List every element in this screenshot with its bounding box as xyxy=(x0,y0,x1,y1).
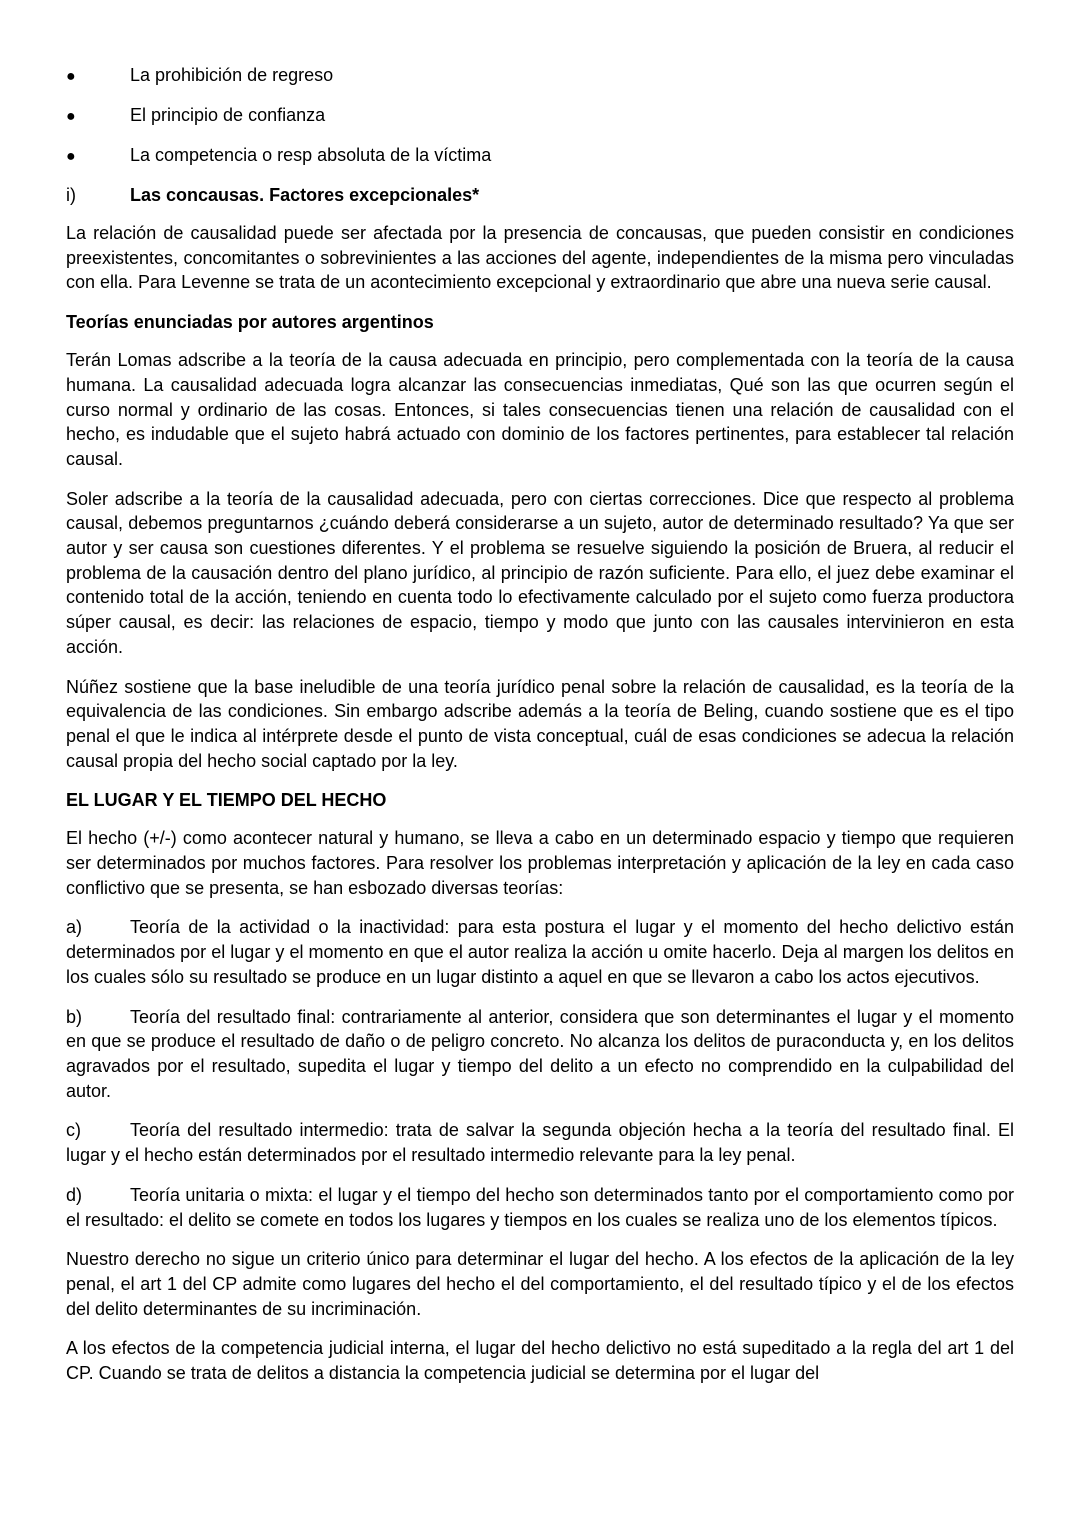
heading-lugar-tiempo: EL LUGAR Y EL TIEMPO DEL HECHO xyxy=(66,790,387,811)
bullet-icon: ● xyxy=(66,108,76,125)
bullet-text: El principio de confianza xyxy=(130,105,326,125)
bullet-item xyxy=(66,103,1014,143)
section-heading-concausas xyxy=(66,183,1014,213)
theory-letter: b) xyxy=(66,1006,83,1027)
section-marker: i) xyxy=(66,185,76,205)
bullet-text: La competencia o resp absoluta de la víctima xyxy=(130,145,492,165)
paragraph-concausas: La relación de causalidad puede ser afectada por la presencia de concausas, que pueden consistir en condiciones preexistentes, concomitantes o sobrevinientes a las acciones del agente, independientes de la misma pero vinculadas con ella. Para Levenne se trata de un acontecimiento excepcional y extraordinario que abre una nueva serie causal. xyxy=(66,223,1014,293)
heading-teorias-argentinas: Teorías enunciadas por autores argentinos xyxy=(66,312,434,333)
bullet-item xyxy=(66,63,1014,103)
paragraph-competencia-judicial: A los efectos de la competencia judicial interna, el lugar del hecho delictivo no está supeditado a la regla del art 1 del CP. Cuando se trata de delitos a distancia la competencia judicial se determina por el lugar del xyxy=(66,1338,1014,1384)
paragraph-nuestro-derecho: Nuestro derecho no sigue un criterio único para determinar el lugar del hecho. A los efectos de la aplicación de la ley penal, el art 1 del CP admite como lugares del hecho el del comportamiento, el del resultado típico y el de los efectos del delito determinantes de su incriminación. xyxy=(66,1249,1014,1319)
theory-letter: c) xyxy=(66,1120,81,1141)
theory-item-c xyxy=(66,1118,1014,1167)
paragraph-lugar-intro: El hecho (+/-) como acontecer natural y humano, se lleva a cabo en un determinado espacio y tiempo que requieren ser determinados por muchos factores. Para resolver los problemas interpretación y aplicación de la ley en cada caso conflictivo que se presenta, se han esbozado diversas teorías: xyxy=(66,828,1014,898)
theory-item-b xyxy=(66,1005,1014,1104)
theory-text: Teoría del resultado intermedio: trata de salvar la segunda objeción hecha a la teoría del resultado final. El lugar y el hecho están determinados por el resultado intermedio relevante para la ley penal. xyxy=(66,1120,1014,1166)
theory-item-d xyxy=(66,1183,1014,1232)
bullet-icon: ● xyxy=(66,148,76,165)
theory-text: Teoría del resultado final: contrariamente al anterior, considera que son determinantes el lugar y el momento en que se produce el resultado de daño o de peligro concreto. No alcanza los delitos de puraconducta y, en los delitos agravados por el resultado, supedita el lugar y tiempo del delito a un efecto no comprendido en la culpabilidad del autor. xyxy=(66,1006,1014,1101)
bullet-icon: ● xyxy=(66,68,76,85)
bullet-item xyxy=(66,143,1014,183)
paragraph-nunez: Núñez sostiene que la base ineludible de una teoría jurídico penal sobre la relación de causalidad, es la teoría de la equivalencia de las condiciones. Sin embargo adscribe además a la teoría de Beling, cuando sostiene que es el tipo penal el que le indica al intérprete desde el punto de vista conceptual, cuál de esas condiciones se adecua la relación causal propia del hecho social captado por la ley. xyxy=(66,676,1014,771)
section-title: Las concausas. Factores excepcionales* xyxy=(130,185,480,205)
paragraph-soler: Soler adscribe a la teoría de la causalidad adecuada, pero con ciertas correcciones. Dice que respecto al problema causal, debemos preguntarnos ¿cuándo deberá considerarse a un sujeto, autor de determinado resultado? Ya que ser autor y ser causa son cuestiones diferentes. Y el problema se resuelve siguiendo la posición de Bruera, al reducir el problema de la causación dentro del plano jurídico, al principio de razón suficiente. Para ello, el juez debe examinar el contenido total de la acción, teniendo en cuenta todo lo efectivamente calculado por el sujeto como fuerza productora súper causal, es decir: las relaciones de espacio, tiempo y modo que junto con las causales intervinieron en esta acción. xyxy=(66,488,1014,657)
theory-text: Teoría de la actividad o la inactividad: para esta postura el lugar y el momento del hecho delictivo están determinados por el lugar y el momento en que el autor realiza la acción u omite hacerlo. Deja al margen los delitos en los cuales sólo su resultado se produce en un lugar distinto a aquel en que se llevaron a cabo los actos ejecutivos. xyxy=(66,917,1014,987)
bullet-text: La prohibición de regreso xyxy=(130,65,334,85)
theory-letter: a) xyxy=(66,917,83,938)
theory-text: Teoría unitaria o mixta: el lugar y el tiempo del hecho son determinados tanto por el comportamiento como por el resultado: el delito se comete en todos los lugares y tiempos en los cuales se realiza uno de los elementos típicos. xyxy=(66,1184,1014,1230)
theory-letter: d) xyxy=(66,1184,83,1205)
paragraph-teran-lomas: Terán Lomas adscribe a la teoría de la causa adecuada en principio, pero complementada con la teoría de la causa humana. La causalidad adecuada logra alcanzar las consecuencias inmediatas, Qué son las que ocurren según el curso normal y ordinario de las cosas. Entonces, si tales consecuencias tienen una relación de causalidad con el hecho, es indudable que el sujeto habrá actuado con dominio de los factores pertinentes, para establecer tal relación causal. xyxy=(66,350,1014,469)
theory-item-a xyxy=(66,915,1014,989)
